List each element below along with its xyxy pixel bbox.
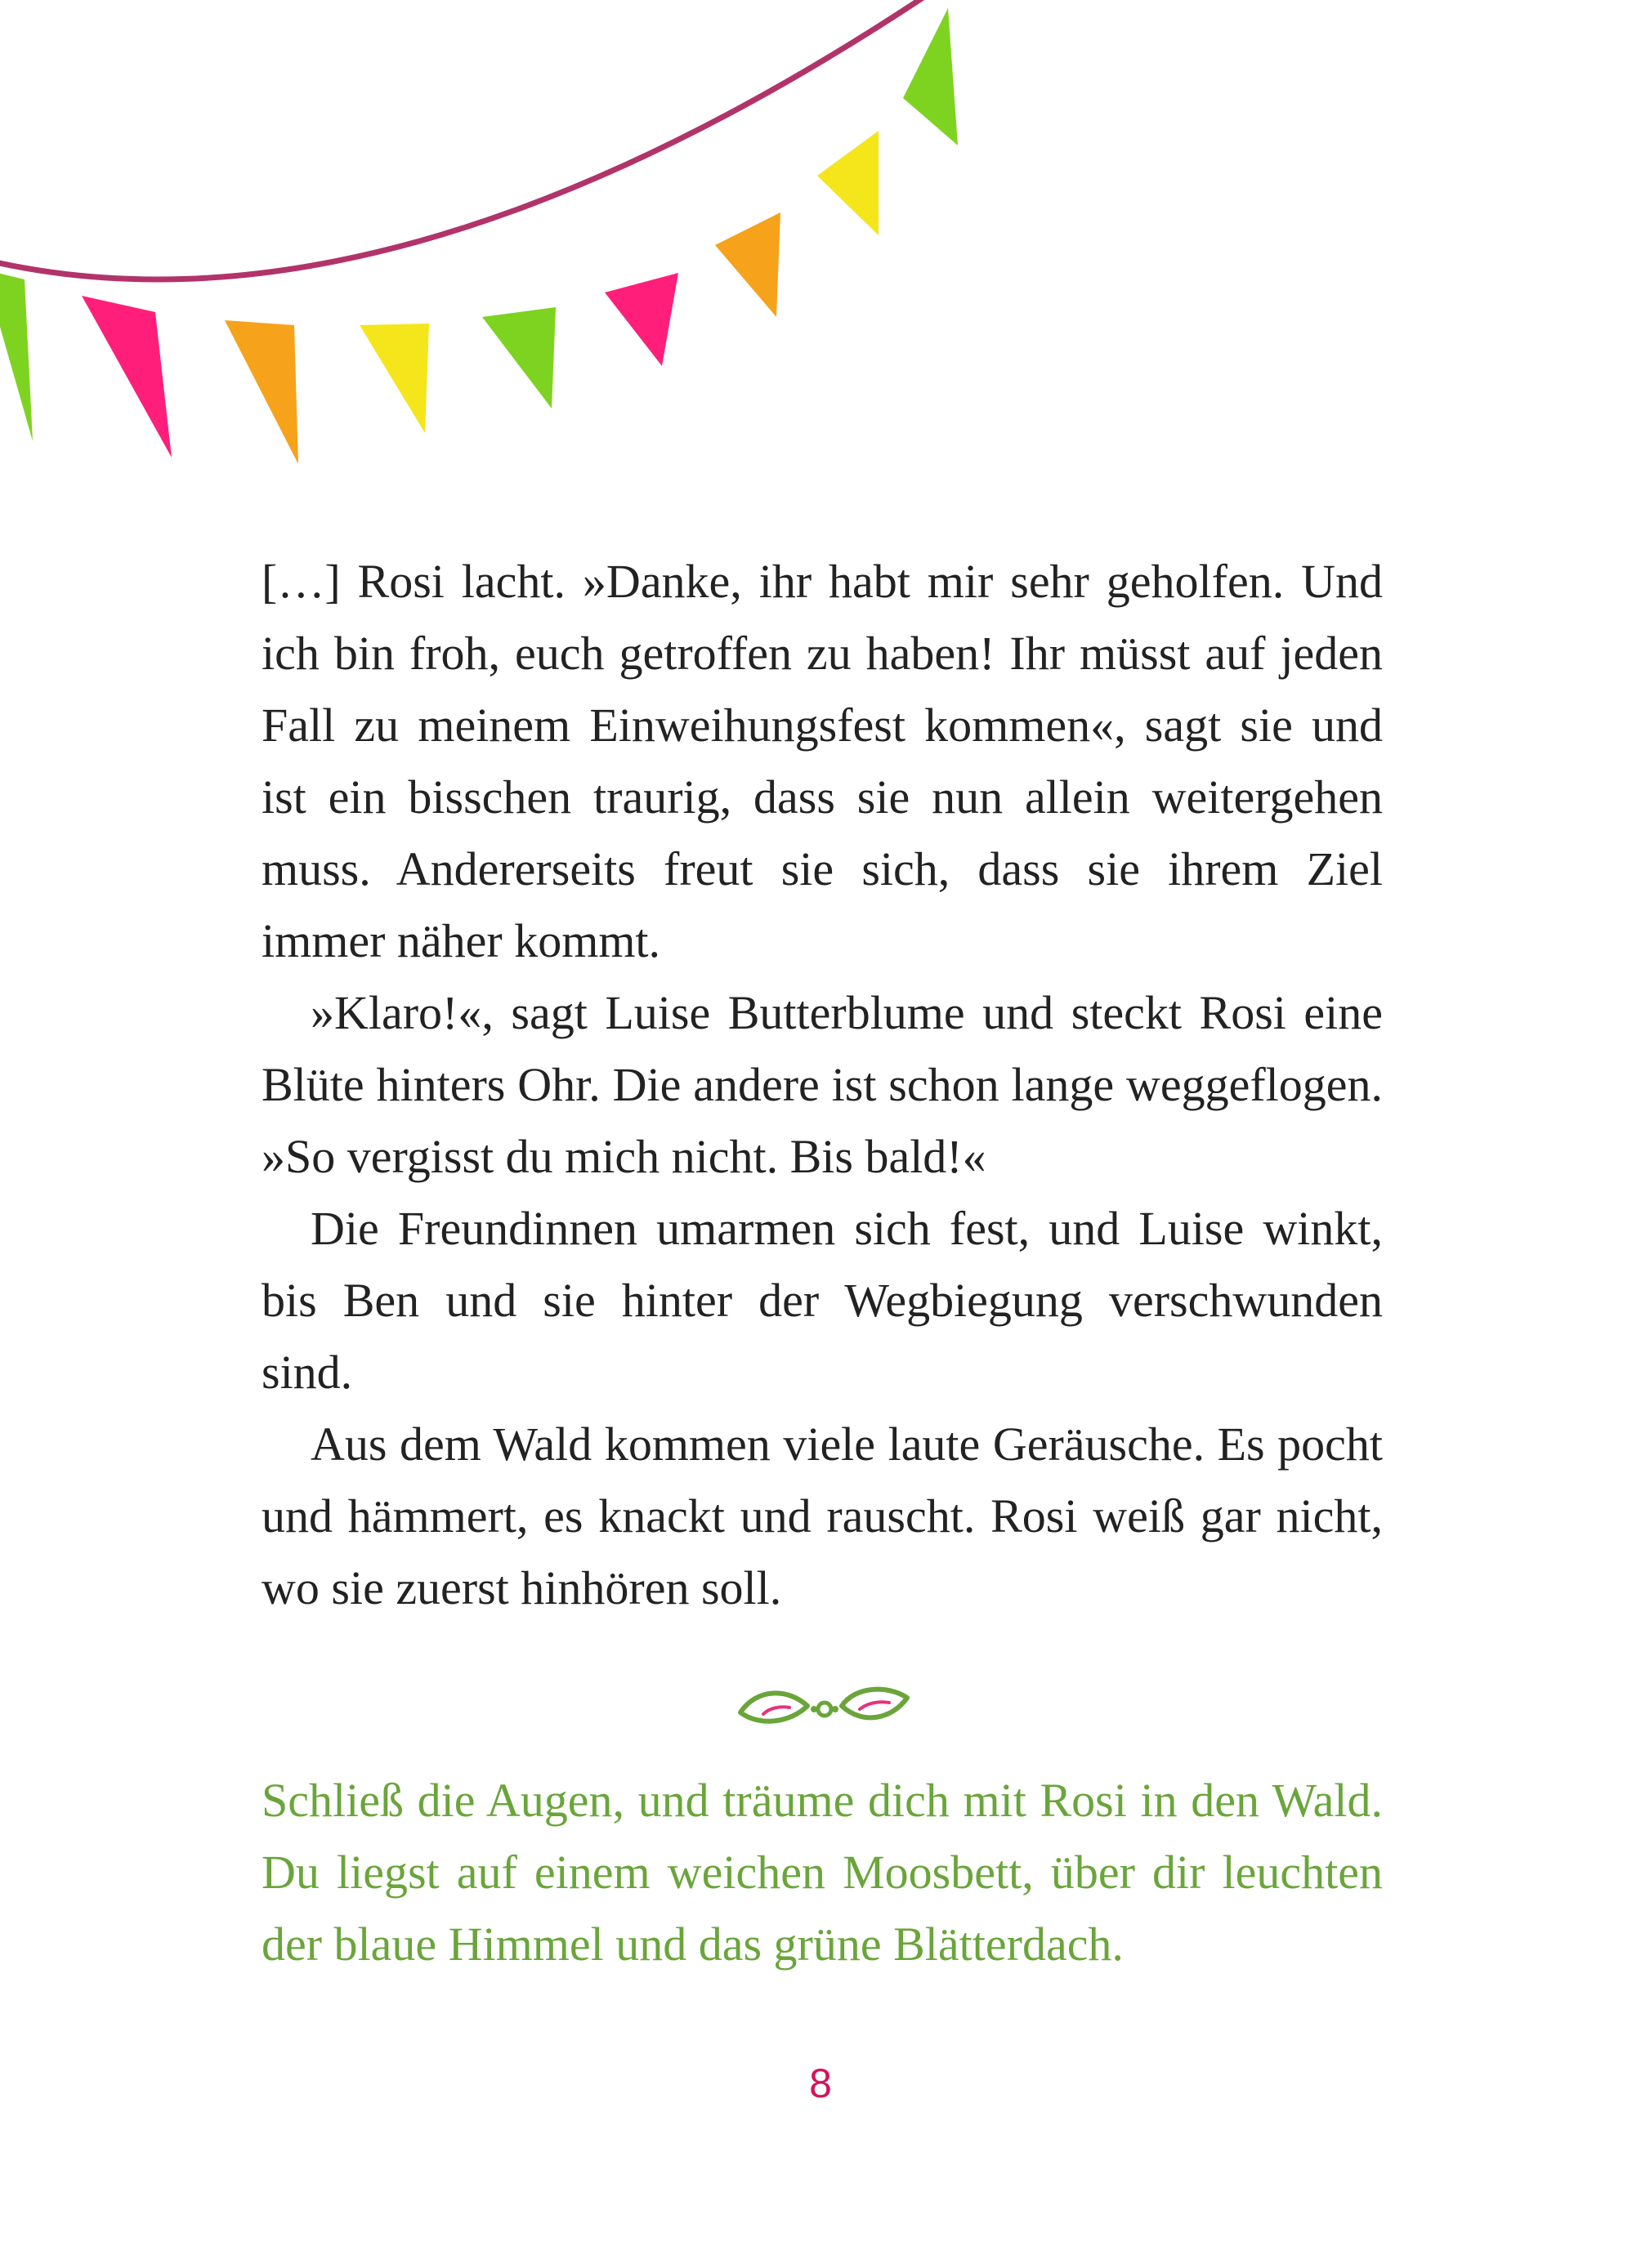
page-number: 8 <box>809 2060 832 2106</box>
story-paragraph: […] Rosi lacht. »Danke, ihr habt mir sehr geholfen. Und ich bin froh, euch getroffen zu haben! Ihr müsst auf jeden Fall zu meinem Einweihungsfest kommen«, sagt sie und ist ein bisschen traurig, dass sie nun allein weitergehen muss. Andererseits freut sie sich, dass sie ihrem Ziel immer näher kommt. <box>262 555 1383 967</box>
bunting-flag <box>715 212 780 317</box>
bunting-flag <box>82 296 172 458</box>
bunting-flag <box>605 273 678 366</box>
bunting-flag <box>360 324 429 433</box>
bunting-flag <box>903 8 958 145</box>
bunting-flag <box>225 320 298 464</box>
bunting-string <box>0 0 932 279</box>
leaf-ornament-icon <box>732 1681 912 1739</box>
story-text <box>262 546 1383 1624</box>
story-paragraph: Die Freundinnen umarmen sich fest, und Luise winkt, bis Ben und sie hinter der Wegbiegung verschwunden sind. <box>262 1202 1383 1399</box>
party-bunting-illustration <box>0 0 997 490</box>
dream-text: Schließ die Augen, und träume dich mit Rosi in den Wald. Du liegst auf einem weichen Moosbett, über dir leuchten der blaue Himmel und das grüne Blätterdach. <box>262 1774 1383 1971</box>
bunting-flag <box>482 307 556 409</box>
story-paragraph: Aus dem Wald kommen viele laute Geräusche. Es pocht und hämmert, es knackt und rauscht. Rosi weiß gar nicht, wo sie zuerst hinhören soll. <box>262 1418 1383 1614</box>
story-paragraph: »Klaro!«, sagt Luise Butterblume und steckt Rosi eine Blüte hinters Ohr. Die andere ist schon lange weggeflogen. »So vergisst du mich nicht. Bis bald!« <box>262 986 1383 1183</box>
bunting-flag <box>817 131 879 235</box>
bunting-flag <box>0 270 33 441</box>
